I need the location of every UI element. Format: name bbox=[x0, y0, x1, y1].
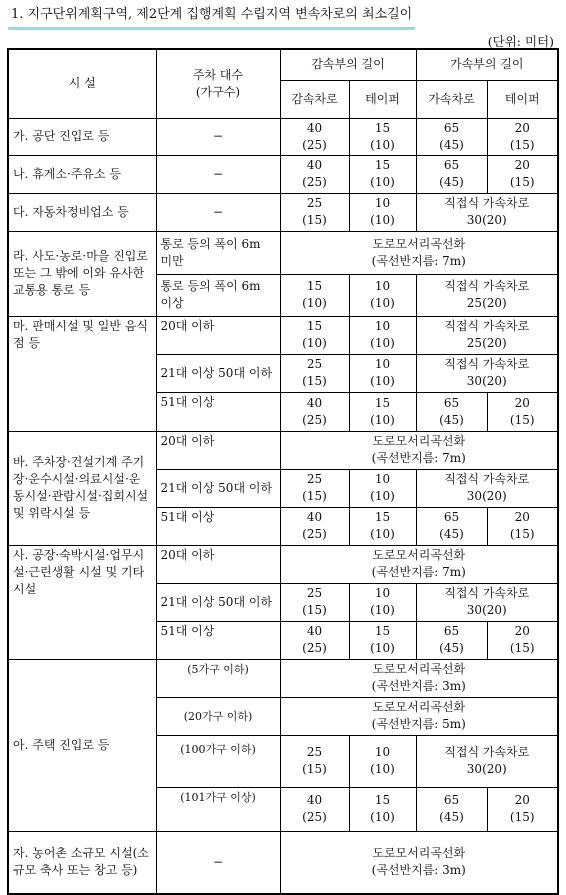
parking-range: (5가구 이하) bbox=[156, 659, 280, 697]
direct-accel-cell bbox=[416, 469, 558, 507]
value-paren: (45) bbox=[439, 810, 464, 824]
parking-range: 20대 이하 bbox=[156, 545, 280, 583]
value-cell bbox=[349, 787, 416, 831]
value-paren: (10) bbox=[302, 336, 327, 350]
value: 20 bbox=[514, 624, 530, 638]
parking-range: 21대 이상 50대 이하 bbox=[156, 469, 280, 507]
value: 40 bbox=[306, 395, 323, 410]
value-cell bbox=[349, 193, 416, 231]
header-facility: 시 설 bbox=[8, 49, 156, 118]
facility-name: 다. 자동차정비업소 등 bbox=[8, 193, 156, 231]
value-paren: (15) bbox=[509, 137, 535, 152]
value: 20 bbox=[514, 395, 530, 410]
parking-range: 20대 이하 bbox=[156, 316, 280, 354]
parking-range: 51대 이상 bbox=[156, 621, 280, 659]
value-paren: (10) bbox=[302, 296, 327, 310]
value-cell bbox=[349, 316, 416, 354]
value: 20 bbox=[514, 793, 530, 807]
document-title: 1. 지구단위계획구역, 제2단계 집행계획 수립지역 변속차로의 최소길이 bbox=[8, 3, 415, 30]
curve-radius: (곡선반지름: 7m) bbox=[371, 565, 466, 579]
value-paren: (15) bbox=[509, 810, 535, 824]
value: 15 bbox=[374, 120, 391, 135]
value-paren: (10) bbox=[370, 762, 395, 776]
value-paren: (25) bbox=[302, 137, 327, 152]
table-row bbox=[8, 155, 558, 193]
value-paren: (10) bbox=[370, 810, 395, 824]
value-cell bbox=[349, 118, 416, 155]
value-cell bbox=[280, 274, 349, 316]
unit-label: (단위: 미터) bbox=[487, 34, 554, 49]
parking-dash: − bbox=[156, 118, 280, 155]
value-cell bbox=[349, 155, 416, 193]
facility-name: 나. 휴게소·주유소 등 bbox=[8, 155, 156, 193]
parking-range: 21대 이상 50대 이하 bbox=[156, 354, 280, 392]
parking-dash: − bbox=[156, 193, 280, 231]
value-cell bbox=[280, 583, 349, 621]
header-parking bbox=[156, 49, 280, 118]
value: 25 bbox=[306, 196, 323, 210]
value: 15 bbox=[306, 319, 323, 333]
table-row bbox=[8, 831, 558, 894]
curve-label: 도로모서리곡선화 bbox=[372, 434, 466, 448]
parking-range: 51대 이상 bbox=[156, 507, 280, 545]
value-paren: (25) bbox=[302, 175, 327, 189]
direct-accel-value: 30(20) bbox=[466, 762, 507, 776]
value-cell bbox=[349, 735, 416, 787]
value-paren: (10) bbox=[370, 412, 395, 427]
value-cell bbox=[280, 735, 349, 787]
curve-radius: (곡선반지름: 5m) bbox=[371, 717, 466, 731]
value: 10 bbox=[374, 357, 391, 371]
value-cell bbox=[349, 621, 416, 659]
table-row bbox=[8, 231, 558, 274]
value: 65 bbox=[443, 624, 460, 638]
value: 25 bbox=[306, 586, 323, 600]
direct-accel-label: 직접식 가속차로 bbox=[444, 196, 530, 210]
value-paren: (15) bbox=[509, 412, 535, 427]
value-paren: (10) bbox=[370, 336, 395, 350]
value: 65 bbox=[443, 158, 460, 172]
value-cell bbox=[416, 155, 487, 193]
direct-accel-cell bbox=[416, 735, 558, 787]
value-cell bbox=[280, 193, 349, 231]
curve-label: 도로모서리곡선화 bbox=[372, 662, 466, 676]
table-row bbox=[8, 118, 558, 155]
value: 15 bbox=[374, 624, 391, 638]
value: 15 bbox=[374, 510, 391, 524]
facility-name: 마. 판매시설 및 일반 음식점 등 bbox=[8, 316, 156, 431]
value: 20 bbox=[514, 120, 530, 135]
facility-name: 라. 사도·농로·마을 진입로 또는 그 밖에 이와 유사한 교통용 통로 등 bbox=[8, 231, 156, 316]
value-paren: (15) bbox=[509, 175, 535, 189]
value-paren: (10) bbox=[370, 137, 395, 152]
value-cell bbox=[280, 354, 349, 392]
direct-accel-cell bbox=[416, 193, 558, 231]
value-cell bbox=[487, 118, 558, 155]
header-accel-taper: 테이퍼 bbox=[487, 80, 558, 118]
direct-accel-label: 직접식 가속차로 bbox=[444, 586, 530, 600]
value-cell bbox=[487, 621, 558, 659]
parking-range: 20대 이하 bbox=[156, 431, 280, 469]
parking-dash: − bbox=[156, 155, 280, 193]
value: 40 bbox=[306, 510, 323, 524]
value-cell bbox=[487, 392, 558, 431]
value-paren: (25) bbox=[302, 810, 327, 824]
value-paren: (10) bbox=[370, 641, 395, 655]
value-paren: (10) bbox=[370, 527, 395, 541]
curve-cell bbox=[280, 697, 558, 735]
table-row bbox=[8, 316, 558, 354]
value: 20 bbox=[514, 158, 530, 172]
value-paren: (10) bbox=[370, 489, 395, 503]
value-paren: (15) bbox=[509, 527, 535, 541]
parking-dash: − bbox=[156, 831, 280, 894]
parking-range: (100가구 이하) bbox=[156, 735, 280, 787]
value-cell bbox=[280, 118, 349, 155]
value-paren: (45) bbox=[439, 527, 464, 541]
value-paren: (15) bbox=[509, 641, 535, 655]
direct-accel-value: 30(20) bbox=[466, 603, 507, 617]
value: 40 bbox=[306, 120, 323, 135]
table-row bbox=[8, 431, 558, 469]
value-paren: (25) bbox=[302, 641, 327, 655]
value: 10 bbox=[374, 472, 391, 486]
value-paren: (25) bbox=[302, 527, 327, 541]
value-cell bbox=[280, 621, 349, 659]
curve-radius: (곡선반지름: 7m) bbox=[371, 451, 466, 465]
value-paren: (15) bbox=[302, 489, 327, 503]
header-parking-line1: 주차 대수 bbox=[192, 67, 244, 82]
direct-accel-cell bbox=[416, 274, 558, 316]
curve-cell bbox=[280, 831, 558, 894]
value: 65 bbox=[443, 793, 460, 807]
direct-accel-label: 직접식 가속차로 bbox=[444, 279, 530, 293]
curve-label: 도로모서리곡선화 bbox=[372, 236, 466, 251]
value-paren: (45) bbox=[439, 641, 464, 655]
value: 40 bbox=[306, 158, 323, 172]
value-paren: (45) bbox=[439, 175, 464, 189]
direct-accel-cell bbox=[416, 316, 558, 354]
value-cell bbox=[416, 621, 487, 659]
value-cell bbox=[349, 392, 416, 431]
value: 10 bbox=[374, 279, 391, 293]
curve-cell bbox=[280, 431, 558, 469]
value: 10 bbox=[374, 319, 391, 333]
direct-accel-label: 직접식 가속차로 bbox=[444, 319, 530, 333]
value: 15 bbox=[374, 793, 391, 807]
value-cell bbox=[280, 469, 349, 507]
value: 25 bbox=[306, 357, 323, 371]
value-cell bbox=[280, 787, 349, 831]
parking-range: (101가구 이상) bbox=[156, 787, 280, 831]
facility-name: 아. 주택 진입로 등 bbox=[8, 659, 156, 831]
value-cell bbox=[487, 507, 558, 545]
value-paren: (10) bbox=[370, 175, 395, 189]
table-row bbox=[8, 659, 558, 697]
value-cell bbox=[280, 155, 349, 193]
direct-accel-cell bbox=[416, 583, 558, 621]
direct-accel-value: 25(20) bbox=[466, 296, 507, 310]
curve-cell bbox=[280, 659, 558, 697]
table-row bbox=[8, 193, 558, 231]
value-cell bbox=[280, 316, 349, 354]
value: 10 bbox=[374, 586, 391, 600]
parking-range: 51대 이상 bbox=[156, 392, 280, 431]
header-accel: 가속부의 길이 bbox=[416, 49, 558, 80]
curve-label: 도로모서리곡선화 bbox=[372, 846, 466, 861]
value-cell bbox=[349, 507, 416, 545]
value-paren: (15) bbox=[302, 603, 327, 617]
value: 15 bbox=[374, 158, 391, 172]
header-decel-lane: 감속차로 bbox=[280, 80, 349, 118]
curve-radius: (곡선반지름: 7m) bbox=[371, 253, 466, 268]
lane-length-table bbox=[7, 48, 559, 895]
value: 25 bbox=[306, 745, 323, 759]
value-cell bbox=[416, 118, 487, 155]
value-paren: (15) bbox=[302, 762, 327, 776]
parking-range: 통로 등의 폭이 6m 미만 bbox=[156, 231, 280, 274]
direct-accel-cell bbox=[416, 354, 558, 392]
value-paren: (45) bbox=[439, 137, 464, 152]
direct-accel-label: 직접식 가속차로 bbox=[444, 745, 530, 759]
value-cell bbox=[487, 155, 558, 193]
direct-accel-value: 30(20) bbox=[466, 213, 507, 227]
value-cell bbox=[416, 392, 487, 431]
header-row bbox=[8, 49, 558, 80]
value: 15 bbox=[374, 395, 391, 410]
curve-cell bbox=[280, 231, 558, 274]
value: 10 bbox=[374, 196, 391, 210]
value-paren: (45) bbox=[439, 412, 464, 427]
value-cell bbox=[349, 354, 416, 392]
value-paren: (10) bbox=[370, 603, 395, 617]
value-cell bbox=[349, 274, 416, 316]
direct-accel-value: 30(20) bbox=[466, 489, 507, 503]
parking-range: 21대 이상 50대 이하 bbox=[156, 583, 280, 621]
value-paren: (15) bbox=[302, 213, 327, 227]
value-cell bbox=[280, 392, 349, 431]
curve-label: 도로모서리곡선화 bbox=[372, 700, 466, 714]
direct-accel-value: 30(20) bbox=[466, 374, 507, 388]
value-cell bbox=[416, 787, 487, 831]
value: 10 bbox=[374, 745, 391, 759]
value: 65 bbox=[443, 395, 460, 410]
value-cell bbox=[349, 583, 416, 621]
value: 15 bbox=[306, 279, 323, 293]
direct-accel-label: 직접식 가속차로 bbox=[444, 472, 530, 486]
header-parking-line2: (가구수) bbox=[195, 84, 241, 99]
value-cell bbox=[349, 469, 416, 507]
header-decel-taper: 테이퍼 bbox=[349, 80, 416, 118]
value-cell bbox=[487, 787, 558, 831]
header-accel-lane: 가속차로 bbox=[416, 80, 487, 118]
value-paren: (10) bbox=[370, 374, 395, 388]
curve-radius: (곡선반지름: 3m) bbox=[371, 679, 466, 693]
value-paren: (10) bbox=[370, 296, 395, 310]
value-cell bbox=[280, 507, 349, 545]
curve-cell bbox=[280, 545, 558, 583]
value-paren: (15) bbox=[302, 374, 327, 388]
curve-label: 도로모서리곡선화 bbox=[372, 548, 466, 562]
curve-radius: (곡선반지름: 3m) bbox=[371, 863, 466, 878]
table-row bbox=[8, 545, 558, 583]
value: 20 bbox=[514, 510, 530, 524]
facility-name: 바. 주차장·건설기계 주기장·운수시설·의료시설·운동시설·관람시설·집회시설 및 위락시설 등 bbox=[8, 431, 156, 545]
direct-accel-value: 25(20) bbox=[466, 336, 507, 350]
facility-name: 자. 농어촌 소규모 시설(소규모 축사 또는 창고 등) bbox=[8, 831, 156, 894]
value: 25 bbox=[306, 472, 323, 486]
value: 40 bbox=[306, 624, 323, 638]
facility-name: 사. 공장·숙박시설·업무시설·근린생활 시설 및 기타시설 bbox=[8, 545, 156, 659]
value-cell bbox=[416, 507, 487, 545]
value: 65 bbox=[443, 510, 460, 524]
value-paren: (10) bbox=[370, 213, 395, 227]
header-decel: 감속부의 길이 bbox=[280, 49, 416, 80]
facility-name: 가. 공단 진입로 등 bbox=[8, 118, 156, 155]
parking-range: (20가구 이하) bbox=[156, 697, 280, 735]
value: 40 bbox=[306, 793, 323, 807]
parking-range: 통로 등의 폭이 6m 이상 bbox=[156, 274, 280, 316]
value: 65 bbox=[443, 120, 460, 135]
direct-accel-label: 직접식 가속차로 bbox=[444, 357, 530, 371]
value-paren: (25) bbox=[302, 412, 327, 427]
